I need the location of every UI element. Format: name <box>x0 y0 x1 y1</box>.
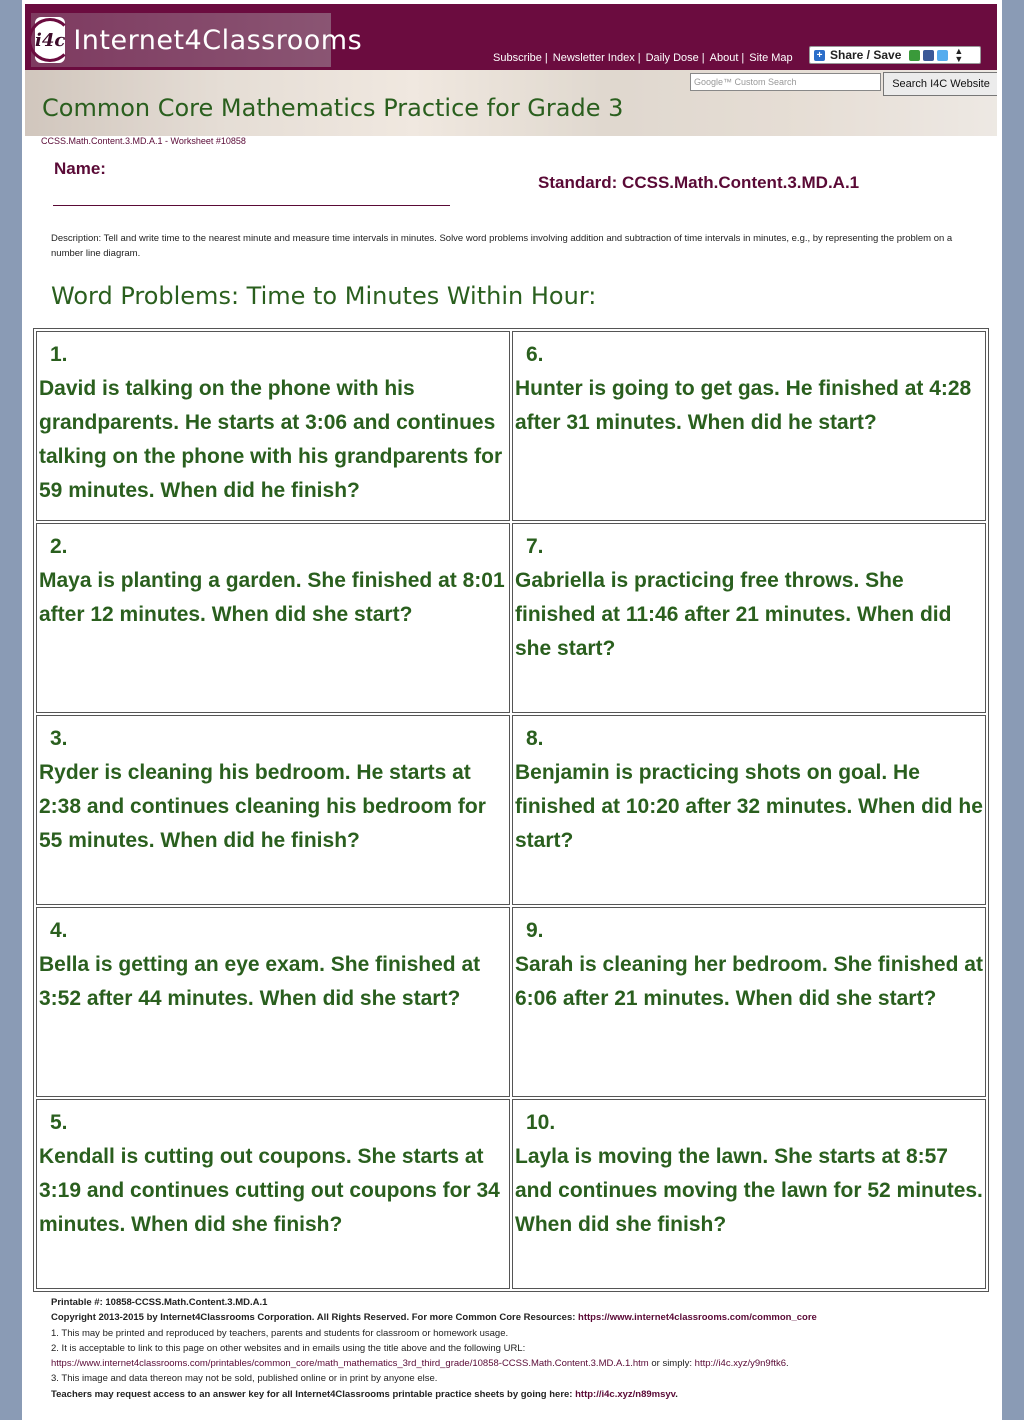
usage-note-3: 3. This image and data thereon may not be sold, published online or in print by anyone else. <box>51 1373 438 1385</box>
printable-number: Printable #: 10858-CCSS.Math.Content.3.MD.A.1 <box>51 1297 268 1308</box>
problem-text: Ryder is cleaning his bedroom. He starts at 2:38 and continues cleaning his bedroom for 55 minutes. When did he finish? <box>39 761 486 852</box>
problem-cell <box>512 523 986 713</box>
problem-text: Gabriella is practicing free throws. She finished at 11:46 after 21 minutes. When did she start? <box>515 569 952 660</box>
twitter-icon <box>937 50 948 61</box>
nav-separator: | <box>637 52 641 64</box>
problem-cell <box>36 715 510 905</box>
standard-label: Standard: CCSS.Math.Content.3.MD.A.1 <box>538 173 860 192</box>
problem-number: 8. <box>526 727 544 750</box>
nav-newsletter-index[interactable]: Newsletter Index <box>552 52 635 64</box>
problem-text: Layla is moving the lawn. She starts at 8:57 and continues moving the lawn for 52 minutes. When did she finish? <box>515 1145 983 1236</box>
problems-table <box>33 328 989 1292</box>
search-input[interactable]: Google™ Custom Search <box>690 73 881 91</box>
problem-cell <box>512 1099 986 1289</box>
share-save-button[interactable] <box>809 46 981 64</box>
site-header <box>25 4 997 70</box>
problem-text: Bella is getting an eye exam. She finished at 3:52 after 44 minutes. When did she start? <box>39 953 481 1010</box>
usage-note-2: 2. It is acceptable to link to this page on other websites and in emails using the title above and the following URL: <box>51 1342 526 1354</box>
url-line: https://www.internet4classrooms.com/printables/common_core/math_mathematics_3rd_third_grade/10858-CCSS.Math.Content.3.MD.A.1.htm or simply: http://i4c.xyz/y9n9ftk6. <box>51 1358 789 1370</box>
nav-separator: | <box>741 52 745 64</box>
site-logo[interactable] <box>31 13 363 67</box>
problem-cell <box>512 331 986 521</box>
problem-cell <box>36 1099 510 1289</box>
answer-key-note: Teachers may request access to an answer key for all Internet4Classrooms printable practice sheets by going here: http://i4c.xyz/n89msyv. <box>51 1388 678 1400</box>
section-title: Word Problems: Time to Minutes Within Hour: <box>51 282 597 310</box>
problem-number: 4. <box>50 919 68 942</box>
problem-text: Sarah is cleaning her bedroom. She finished at 6:06 after 21 minutes. When did she start? <box>515 953 983 1010</box>
nav-subscribe[interactable]: Subscribe <box>493 52 542 64</box>
top-nav <box>493 52 793 64</box>
problem-text: Benjamin is practicing shots on goal. He finished at 10:20 after 32 minutes. When did he start? <box>515 761 983 852</box>
email-share-icon <box>909 50 920 61</box>
nav-daily-dose[interactable]: Daily Dose <box>645 52 699 64</box>
common-core-link[interactable]: https://www.internet4classrooms.com/common_core <box>578 1312 817 1324</box>
problem-text: Kendall is cutting out coupons. She starts at 3:19 and continues cutting out coupons for 34 minutes. When did she finish? <box>39 1145 500 1236</box>
logo-text: Internet4Classrooms <box>73 24 363 56</box>
problem-cell <box>512 907 986 1097</box>
problem-cell <box>36 331 510 521</box>
problem-number: 5. <box>50 1111 68 1134</box>
nav-site-map[interactable]: Site Map <box>749 52 793 64</box>
problem-number: 9. <box>526 919 544 942</box>
search-button[interactable]: Search I4C Website <box>883 72 997 96</box>
chevron-updown-icon: ▲ ▼ <box>954 46 964 64</box>
problem-cell <box>36 907 510 1097</box>
description: Description: Tell and write time to the nearest minute and measure time intervals in minutes. Solve word problems involving addition and subtraction of time intervals in minutes, e.g., by representing the problem on a number line diagram. <box>51 233 953 259</box>
facebook-icon <box>923 50 934 61</box>
worksheet-url-link[interactable]: https://www.internet4classrooms.com/printables/common_core/math_mathematics_3rd_third_grade/10858-CCSS.Math.Content.3.MD.A.1.htm <box>51 1358 649 1370</box>
nav-separator: | <box>701 52 705 64</box>
problem-number: 3. <box>50 727 68 750</box>
plus-icon: + <box>814 50 825 61</box>
name-label: Name: <box>54 159 106 178</box>
problem-number: 6. <box>526 343 544 366</box>
problem-text: Maya is planting a garden. She finished at 8:01 after 12 minutes. When did she start? <box>39 569 505 626</box>
short-url-link[interactable]: http://i4c.xyz/y9n9ftk6 <box>694 1358 787 1370</box>
page-title: Common Core Mathematics Practice for Grade 3 <box>42 94 624 122</box>
copyright: Copyright 2013-2015 by Internet4Classrooms Corporation. All Rights Reserved. For more Common Core Resources: https://www.internet4classrooms.com/common_core <box>51 1312 817 1324</box>
i4c-logo-icon: i4c <box>35 17 65 63</box>
breadcrumb[interactable]: CCSS.Math.Content.3.MD.A.1 - Worksheet #10858 <box>41 136 246 146</box>
nav-separator: | <box>544 52 548 64</box>
title-banner <box>25 70 997 136</box>
share-label: Share / Save <box>830 48 902 62</box>
name-line <box>53 205 450 206</box>
usage-note-1: 1. This may be printed and reproduced by teachers, parents and students for classroom or homework usage. <box>51 1327 509 1339</box>
problem-cell <box>512 715 986 905</box>
problem-text: David is talking on the phone with his grandparents. He starts at 3:06 and continues talking on the phone with his grandparents for 59 minutes. When did he finish? <box>39 377 503 502</box>
worksheet-page <box>22 0 1002 1420</box>
problem-text: Hunter is going to get gas. He finished at 4:28 after 31 minutes. When did he start? <box>515 377 972 434</box>
problem-cell <box>36 523 510 713</box>
problem-number: 1. <box>50 343 68 366</box>
answer-key-link[interactable]: http://i4c.xyz/n89msyv <box>575 1388 676 1400</box>
nav-about[interactable]: About <box>709 52 739 64</box>
problem-number: 7. <box>526 535 544 558</box>
problem-number: 2. <box>50 535 68 558</box>
problem-number: 10. <box>526 1111 556 1134</box>
footer <box>51 1295 981 1402</box>
